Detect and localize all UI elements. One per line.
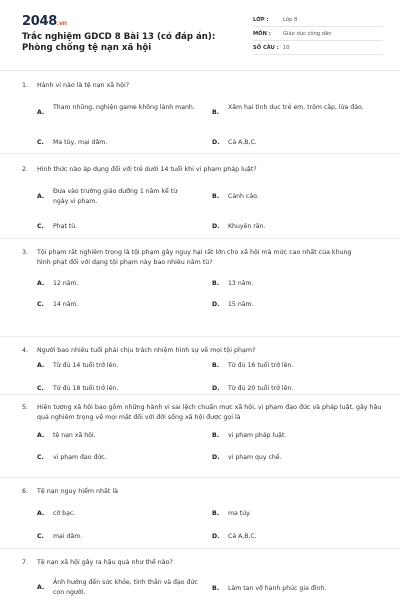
question-label: Hiện tượng xã hội bao gồm những hành vi sai lệch chuẩn mực xã hội, vi phạm đạo đức và pháp luật, gây hậu quả nghiêm trọng về mọi mặt đối với đời sống xã hội được gọi là <box>37 404 382 421</box>
question-text <box>22 346 382 356</box>
question-text <box>22 165 382 175</box>
meta-row-count <box>253 41 383 55</box>
option-text: Cảnh cáo. <box>228 193 259 200</box>
question-label: Hành vi nào là tệ nạn xã hội? <box>37 82 130 89</box>
question-number: 3. <box>22 249 29 256</box>
question-label: Tội phạm rất nghiêm trọng là tội phạm gây nguy hại rất lớn cho xã hội mà mức cao nhất của khung hình phạt đối với dạng tội phạm này bao nhiêu năm tù? <box>37 249 352 266</box>
option-text: Từ đủ 18 tuổi trở lên. <box>53 385 119 392</box>
option-letter: C. <box>37 139 44 146</box>
question-number: 1. <box>22 82 29 89</box>
option-letter: A. <box>37 109 45 116</box>
option-text: vi phạm pháp luật. <box>228 432 287 439</box>
question-3 <box>22 248 382 318</box>
question-number: 6. <box>22 488 29 495</box>
question-label: Người bao nhiêu tuổi phải chịu trách nhiệm hình sự về mọi tội phạm? <box>37 347 256 354</box>
site-logo[interactable] <box>22 14 67 29</box>
option-letter: D. <box>212 139 220 146</box>
option-text: tệ nạn xã hội. <box>53 432 96 439</box>
option-text: vi phạm quy chế. <box>228 454 282 461</box>
option-letter: D. <box>212 454 220 461</box>
option-text: 15 năm. <box>228 301 254 308</box>
options <box>22 91 382 151</box>
question-text <box>22 403 382 423</box>
option-text: Khuyên răn. <box>228 223 266 230</box>
option-letter: A. <box>37 362 45 369</box>
option-text: Từ đủ 14 tuổi trở lên. <box>53 362 119 369</box>
option-letter: C. <box>37 301 44 308</box>
logo-suffix: .vn <box>56 20 67 27</box>
question-6 <box>22 487 382 547</box>
meta-row-subject <box>253 27 383 41</box>
question-number: 2. <box>22 166 29 173</box>
option-letter: A. <box>37 584 45 591</box>
question-divider <box>0 238 400 239</box>
question-text <box>22 248 367 268</box>
meta-value: Lớp 8 <box>283 17 298 23</box>
option-text: 14 năm. <box>53 301 79 308</box>
question-7 <box>22 558 382 600</box>
option-letter: C. <box>37 223 44 230</box>
question-number: 7. <box>22 559 29 566</box>
option-text: Đưa vào trường giáo dưỡng 1 năm kể từ ngày vi phạm. <box>53 188 178 205</box>
options <box>22 568 382 600</box>
question-text <box>22 558 382 568</box>
option-letter: B. <box>212 585 220 592</box>
option-text: 12 năm. <box>53 280 79 287</box>
option-letter: B. <box>212 193 220 200</box>
options <box>22 497 382 547</box>
question-text <box>22 81 382 91</box>
options <box>22 356 382 406</box>
option-letter: A. <box>37 432 45 439</box>
question-4 <box>22 346 382 406</box>
option-letter: B. <box>212 432 220 439</box>
question-label: Hình thức nào áp dụng đối với trẻ dưới 14 tuổi khi vi phạm pháp luật? <box>37 166 257 173</box>
option-text: Phạt tù. <box>53 223 78 230</box>
option-text: Tham nhũng, nghiện game không lành mạnh. <box>53 104 195 111</box>
option-letter: D. <box>212 385 220 392</box>
option-letter: D. <box>212 223 220 230</box>
option-letter: A. <box>37 510 45 517</box>
meta-value: 10 <box>283 45 290 51</box>
question-divider <box>0 477 400 478</box>
meta-key: SỐ CÂU : <box>253 45 279 51</box>
option-letter: B. <box>212 109 220 116</box>
logo-main: 2048 <box>22 14 57 29</box>
question-text <box>22 487 382 497</box>
option-text: Từ đủ 16 tuổi trở lên. <box>228 362 294 369</box>
options <box>22 423 382 473</box>
meta-key: MÔN : <box>253 31 271 37</box>
question-number: 5. <box>22 404 29 411</box>
question-label: Tệ nạn nguy hiểm nhất là <box>37 488 118 495</box>
option-text: Ảnh hưởng đến sức khỏe, tinh thần và đạo đức con người. <box>53 579 198 596</box>
meta-key: LỚP : <box>253 17 269 23</box>
option-text: Cả A,B,C. <box>228 533 257 540</box>
meta-panel <box>253 13 383 55</box>
question-1 <box>22 81 382 151</box>
question-label: Tệ nạn xã hội gây ra hậu quả như thế nào? <box>37 559 173 566</box>
option-letter: B. <box>212 280 220 287</box>
options <box>22 268 382 318</box>
question-divider <box>0 394 400 395</box>
question-number: 4. <box>22 347 29 354</box>
option-text: Cả A,B,C. <box>228 139 257 146</box>
question-5 <box>22 403 382 473</box>
question-divider <box>0 548 400 549</box>
option-text: Từ đủ 20 tuổi trở lên. <box>228 385 294 392</box>
option-letter: A. <box>37 280 45 287</box>
option-letter: B. <box>212 510 220 517</box>
question-divider <box>0 153 400 154</box>
option-text: Xâm hại tình dục trẻ em, trộm cắp, lừa đảo. <box>228 104 364 111</box>
option-text: Ma túy, mại dâm. <box>53 139 108 146</box>
option-letter: D. <box>212 301 220 308</box>
meta-value: Giáo dục công dân <box>283 31 332 37</box>
option-text: vi phạm đạo đức. <box>53 454 107 461</box>
option-letter: D. <box>212 533 220 540</box>
option-text: ma túy. <box>228 510 251 517</box>
option-letter: C. <box>37 454 44 461</box>
options <box>22 175 382 235</box>
option-letter: C. <box>37 533 44 540</box>
header-divider <box>0 70 400 71</box>
question-divider <box>0 336 400 337</box>
option-text: 13 năm. <box>228 280 254 287</box>
option-letter: A. <box>37 193 45 200</box>
option-text: Làm tan vỡ hạnh phúc gia đình. <box>228 585 327 592</box>
option-letter: C. <box>37 385 44 392</box>
question-2 <box>22 165 382 235</box>
meta-row-class <box>253 13 383 27</box>
option-letter: B. <box>212 362 220 369</box>
page-title: Trắc nghiệm GDCD 8 Bài 13 (có đáp án): Phòng chống tệ nạn xã hội <box>22 32 216 53</box>
option-text: mại dâm. <box>53 533 83 540</box>
option-text: cờ bạc. <box>53 510 76 517</box>
